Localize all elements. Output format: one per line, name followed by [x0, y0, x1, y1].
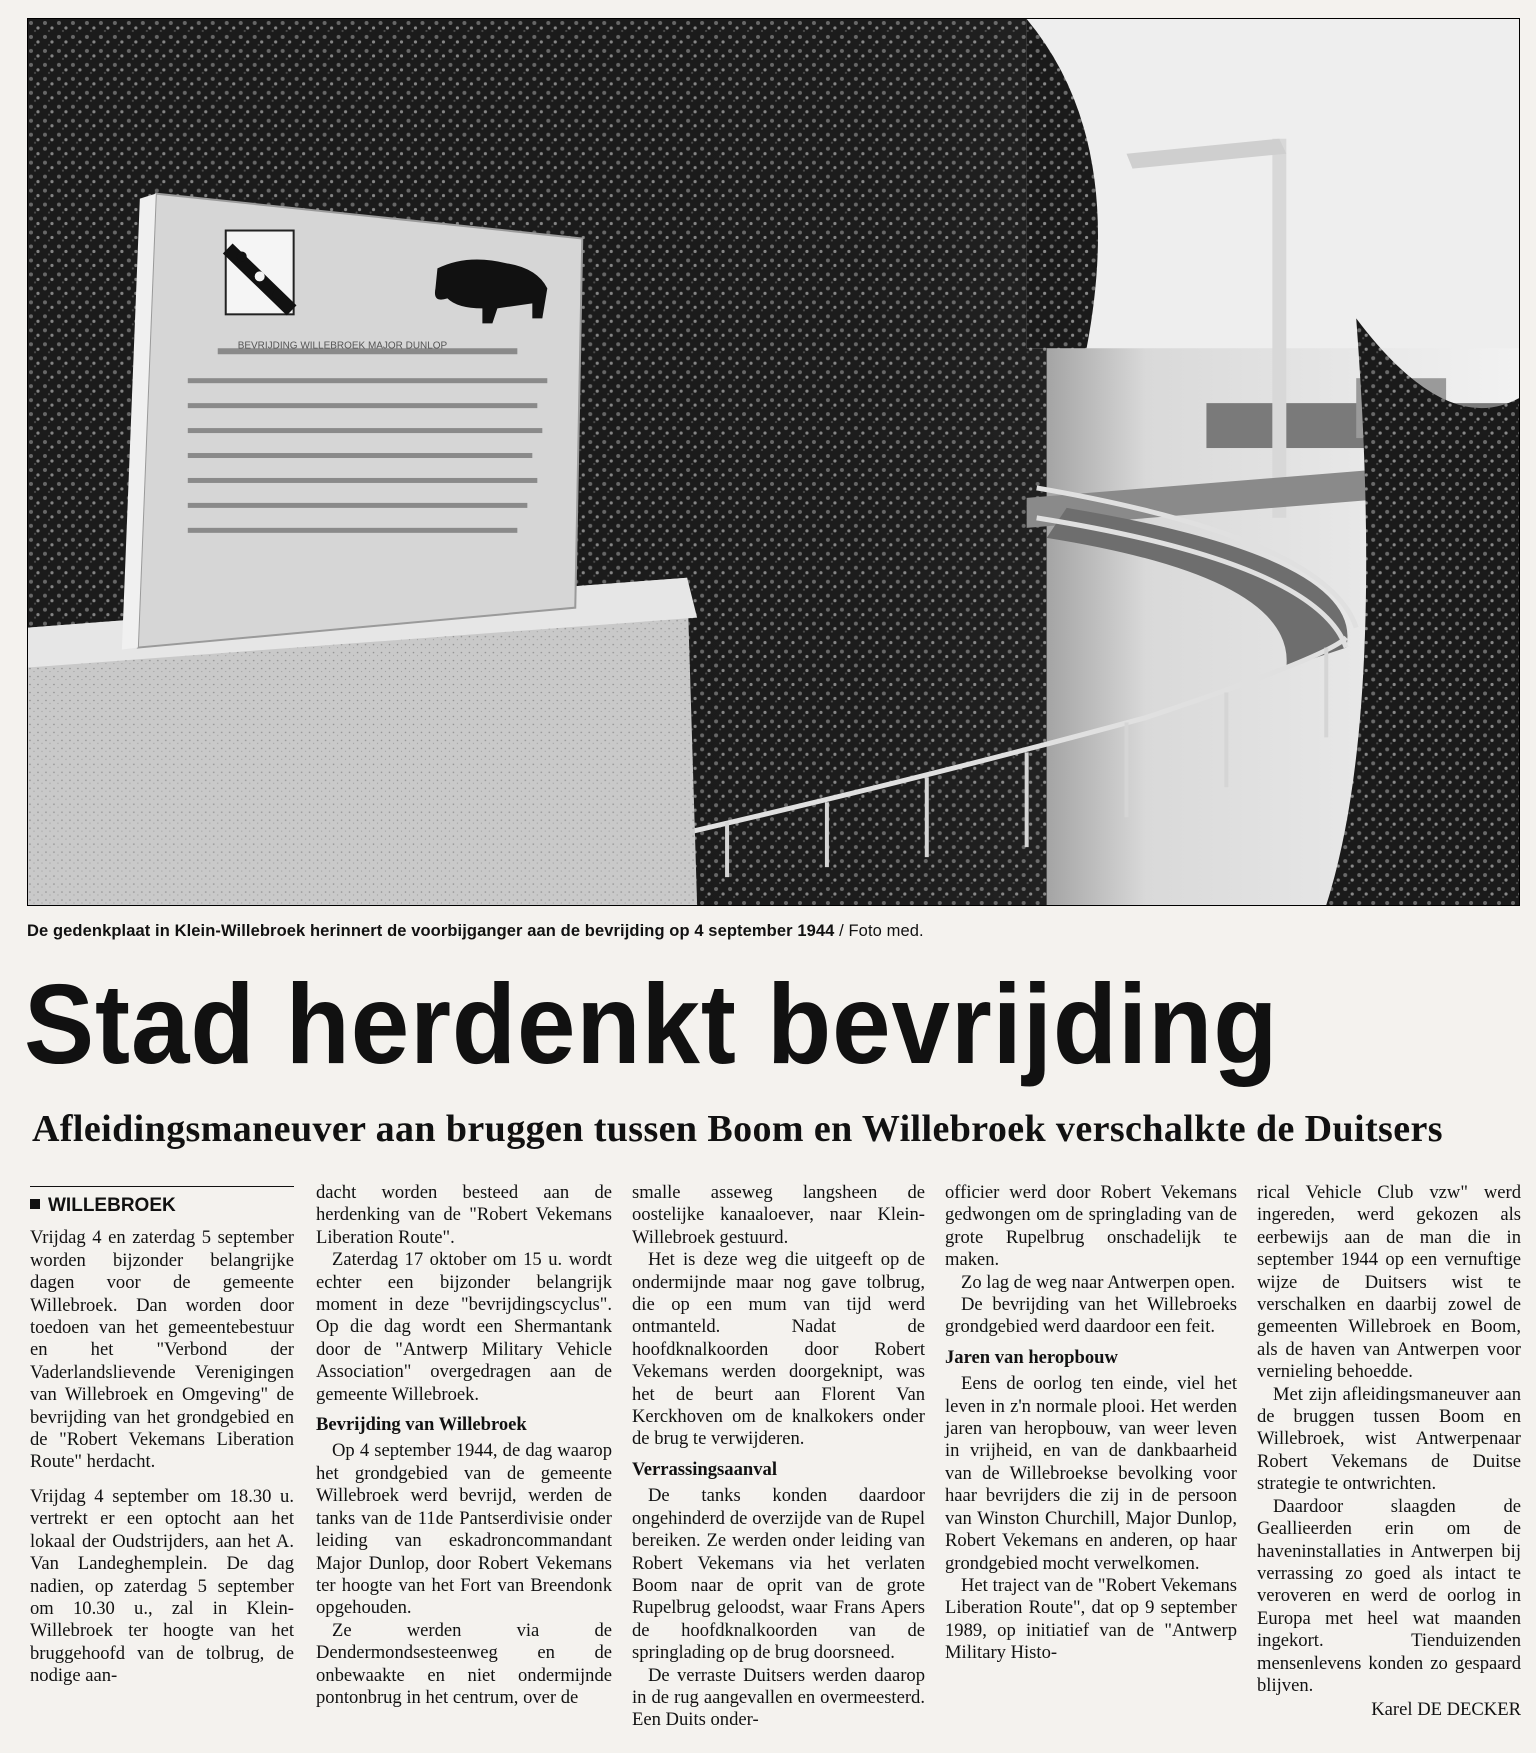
paragraph: De verraste Duitsers werden daarop in de rug aangevallen en overmeesterd. Een Duits onder- [632, 1664, 925, 1731]
paragraph: Vrijdag 4 en zaterdag 5 september worden bijzonder belangrijke dagen voor de gemeente Willebroek. Dan worden door toedoen van het gemeentebestuur en het "Verbond der Vaderlandslievende Verenigingen van Willebroek en Omgeving" de bevrijding van het grondgebied en de "Robert Vekemans Liberation Route" herdacht. [30, 1227, 294, 1473]
photo-caption [27, 922, 1520, 941]
subheading: Jaren van heropbouw [945, 1346, 1118, 1368]
article-column-4 [945, 1182, 1237, 1665]
paragraph: Ze werden via de Dendermondsesteenweg en de onbewaakte en niet ondermijnde pontonbrug in het centrum, over de [316, 1619, 612, 1708]
article-column-3 [632, 1182, 925, 1732]
paragraph: Eens de oorlog ten einde, viel het leven in z'n normale plooi. Het werden jaren van heropbouw, van weer leven in vrijheid, en van de dankbaarheid van de Willebroekse bevolking voor haar bevrijders die zij in de persoon van Winston Churchill, Major Dunlop, Robert Vekemans en anderen, op haar grondgebied mocht verwelkomen. [945, 1373, 1237, 1574]
paragraph: Op 4 september 1944, de dag waarop het grondgebied van de gemeente Willebroek werd bevrijd, werden de tanks van de 11de Pantserdivisie onder leiding van eskadroncommandant Major Dunlop, door Robert Vekemans ter hoogte van het Fort van Breendonk opgehouden. [316, 1440, 612, 1619]
paragraph: De tanks konden daardoor ongehinderd de overzijde van de Rupel bereiken. Ze werden onder leiding van Robert Vekemans via het verlaten Boom naar de oprit van de grote Rupelbrug geloodst, waar Frans Apers de hoofdknalkoorden van de springlading op de brug doorsneed. [632, 1485, 925, 1664]
subheadline: Afleidingsmaneuver aan bruggen tussen Boom en Willebroek verschalkte de Duitsers [32, 1108, 1443, 1150]
memorial-photo-graphic [28, 19, 1519, 905]
photo-credit: / Foto med. [834, 922, 924, 940]
headline: Stad herdenkt bevrijding [24, 961, 1279, 1087]
paragraph: Zaterdag 17 oktober om 15 u. wordt echter een bijzonder belangrijk moment in deze "bevrijdingscyclus". Op die dag wordt een Shermantank door de "Antwerp Military Vehicle Association" overgedragen aan de gemeente Willebroek. [316, 1249, 612, 1405]
memorial-photo [27, 18, 1520, 906]
paragraph: officier werd door Robert Vekemans gedwongen om de springlading van de grote Rupelbrug onschadelijk te maken. [945, 1182, 1237, 1271]
paragraph: rical Vehicle Club vzw" werd ingereden, werd gekozen als eerbewijs aan de man die in september 1944 op een vernuftige wijze de Duitsers wist te verschalken en daarbij zowel de gemeenten Willebroek en Boom, als de haven van Antwerpen voor vernieling behoedde. [1257, 1182, 1521, 1383]
paragraph: De bevrijding van het Willebroeks grondgebied werd daardoor een feit. [945, 1294, 1237, 1338]
paragraph: Zo lag de weg naar Antwerpen open. [961, 1271, 1236, 1293]
paragraph: dacht worden besteed aan de herdenking van de "Robert Vekemans Liberation Route". [316, 1182, 612, 1248]
section-label: WILLEBROEK [30, 1186, 294, 1217]
paragraph: Daardoor slaagden de Geallieerden erin om de haveninstallaties in Antwerpen bij verrassing zo goed als intact te veroveren en werd de oorlog in Europa met heel wat maanden ingekort. Tienduizenden mensenlevens konden zo gespaard blijven. [1257, 1495, 1521, 1696]
article-column-2 [316, 1182, 612, 1709]
subheading: Bevrijding van Willebroek [316, 1414, 527, 1436]
paragraph: Met zijn afleidingsmaneuver aan de bruggen tussen Boom en Willebroek, wist Antwerpenaar Robert Vekemans de Duitse strategie te ontwrichten. [1257, 1383, 1521, 1495]
subheading: Verrassingsaanval [632, 1458, 777, 1480]
paragraph: smalle asseweg langsheen de oostelijke kanaaloever, naar Klein-Willebroek gestuurd. [632, 1182, 925, 1248]
plaque-inscription: BEVRIJDING WILLEBROEK MAJOR DUNLOP [237, 340, 448, 352]
caption-text: De gedenkplaat in Klein-Willebroek herinnert de voorbijganger aan de bevrijding op 4 september 1944 [27, 922, 835, 940]
article-column-5 [1257, 1182, 1521, 1722]
paragraph: Het traject van de "Robert Vekemans Liberation Route", dat op 9 september 1989, op initiatief van de "Antwerp Military Histo- [945, 1574, 1237, 1664]
author-byline: Karel DE DECKER [1371, 1699, 1521, 1721]
article-column-1 [30, 1186, 294, 1688]
paragraph: Vrijdag 4 september om 18.30 u. vertrekt er een optocht aan het lokaal der Oudstrijders, aan het A. Van Landeghemplein. De dag nadien, op zaterdag 5 september om 10.30 u., zal in Klein-Willebroek ter hoogte van het bruggehoofd van de tolbrug, de nodige aan- [30, 1485, 294, 1687]
square-bullet-icon [30, 1199, 40, 1209]
paragraph: Het is deze weg die uitgeeft op de ondermijnde maar nog gave tolbrug, die op een mum van tijd werd ontmanteld. Nadat de hoofdknalkoorden door Robert Vekemans werden doorgeknipt, was het de beurt aan Florent Van Kerckhoven om de knalkokers onder de brug te verwijderen. [632, 1249, 925, 1450]
